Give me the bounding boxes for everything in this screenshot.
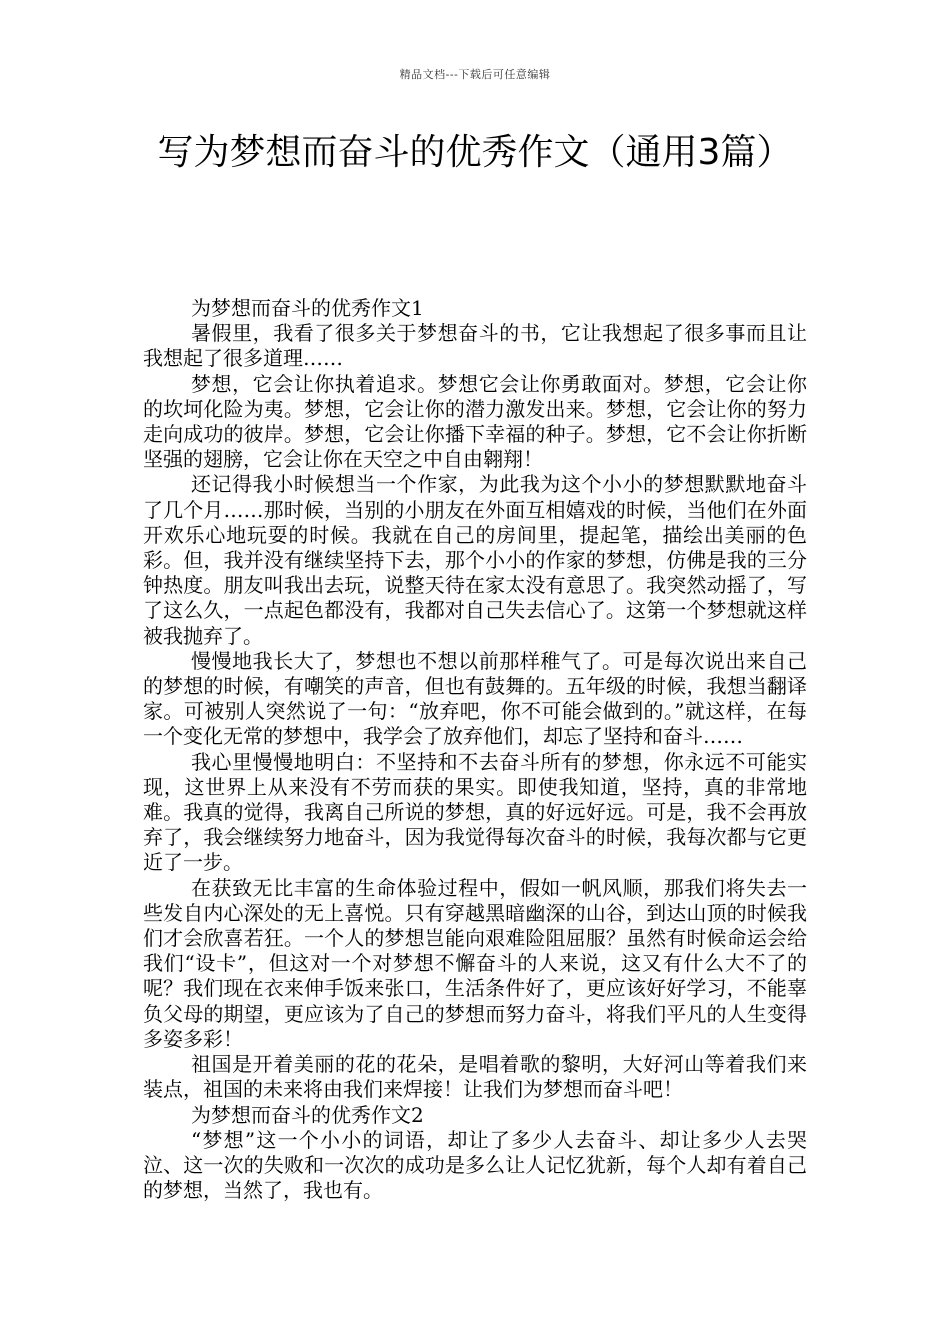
document-body bbox=[143, 296, 807, 1203]
header-note: 精品文档---下载后可任意编辑 bbox=[399, 68, 551, 81]
section-heading-2: 为梦想而奋斗的优秀作文2 bbox=[191, 1102, 424, 1127]
paragraph: “梦想”这一个小小的词语，却让了多少人去奋斗、却让多少人去哭泣、这一次的失败和一次次的成功是多么让人记忆犹新，每个人却有着自己的梦想，当然了，我也有。 bbox=[143, 1127, 807, 1203]
document-title: 写为梦想而奋斗的优秀作文（通用3篇） bbox=[157, 132, 793, 173]
paragraph: 我心里慢慢地明白：不坚持和不去奋斗所有的梦想，你永远不可能实现，这世界上从来没有不劳而获的果实。即使我知道，坚持，真的非常地难。我真的觉得，我离自己所说的梦想，真的好远好远。可是，我不会再放弃了，我会继续努力地奋斗，因为我觉得每次奋斗的时候，我每次都与它更近了一步。 bbox=[143, 749, 807, 875]
paragraph: 暑假里，我看了很多关于梦想奋斗的书，它让我想起了很多事而且让我想起了很多道理…… bbox=[143, 321, 807, 371]
paragraph: 梦想，它会让你执着追求。梦想它会让你勇敢面对。梦想，它会让你的坎坷化险为夷。梦想，它会让你的潜力激发出来。梦想，它会让你的努力走向成功的彼岸。梦想，它会让你播下幸福的种子。梦想，它不会让你折断坚强的翅膀，它会让你在天空之中自由翱翔！ bbox=[143, 371, 807, 472]
paragraph: 慢慢地我长大了，梦想也不想以前那样稚气了。可是每次说出来自己的梦想的时候，有嘲笑的声音，但也有鼓舞的。五年级的时候，我想当翻译家。可被别人突然说了一句：“放弃吧，你不可能会做到的。”就这样，在每一个变化无常的梦想中，我学会了放弃他们，却忘了坚持和奋斗…… bbox=[143, 648, 807, 749]
section-heading-1: 为梦想而奋斗的优秀作文1 bbox=[191, 296, 424, 320]
paragraph: 在获致无比丰富的生命体验过程中，假如一帆风顺，那我们将失去一些发自内心深处的无上喜悦。只有穿越黑暗幽深的山谷，到达山顶的时候我们才会欣喜若狂。一个人的梦想岂能向艰难险阻屈服？虽然有时候命运会给我们“设卡”，但这对一个对梦想不懈奋斗的人来说，这又有什么大不了的呢？我们现在衣来伸手饭来张口，生活条件好了，更应该好好学习，不能辜负父母的期望，更应该为了自己的梦想而努力奋斗，将我们平凡的人生变得多姿多彩！ bbox=[143, 875, 807, 1051]
paragraph: 祖国是开着美丽的花的花朵，是唱着歌的黎明，大好河山等着我们来装点，祖国的未来将由我们来焊接！让我们为梦想而奋斗吧！ bbox=[143, 1052, 807, 1102]
paragraph: 还记得我小时候想当一个作家，为此我为这个小小的梦想默默地奋斗了几个月……那时候，当别的小朋友在外面互相嬉戏的时候，当他们在外面开欢乐心地玩耍的时候。我就在自己的房间里，提起笔，描绘出美丽的色彩。但，我并没有继续坚持下去，那个小小的作家的梦想，仿佛是我的三分钟热度。朋友叫我出去玩，说整天待在家太没有意思了。我突然动摇了，写了这么久，一点起色都没有，我都对自己失去信心了。这第一个梦想就这样被我抛弃了。 bbox=[143, 472, 807, 648]
